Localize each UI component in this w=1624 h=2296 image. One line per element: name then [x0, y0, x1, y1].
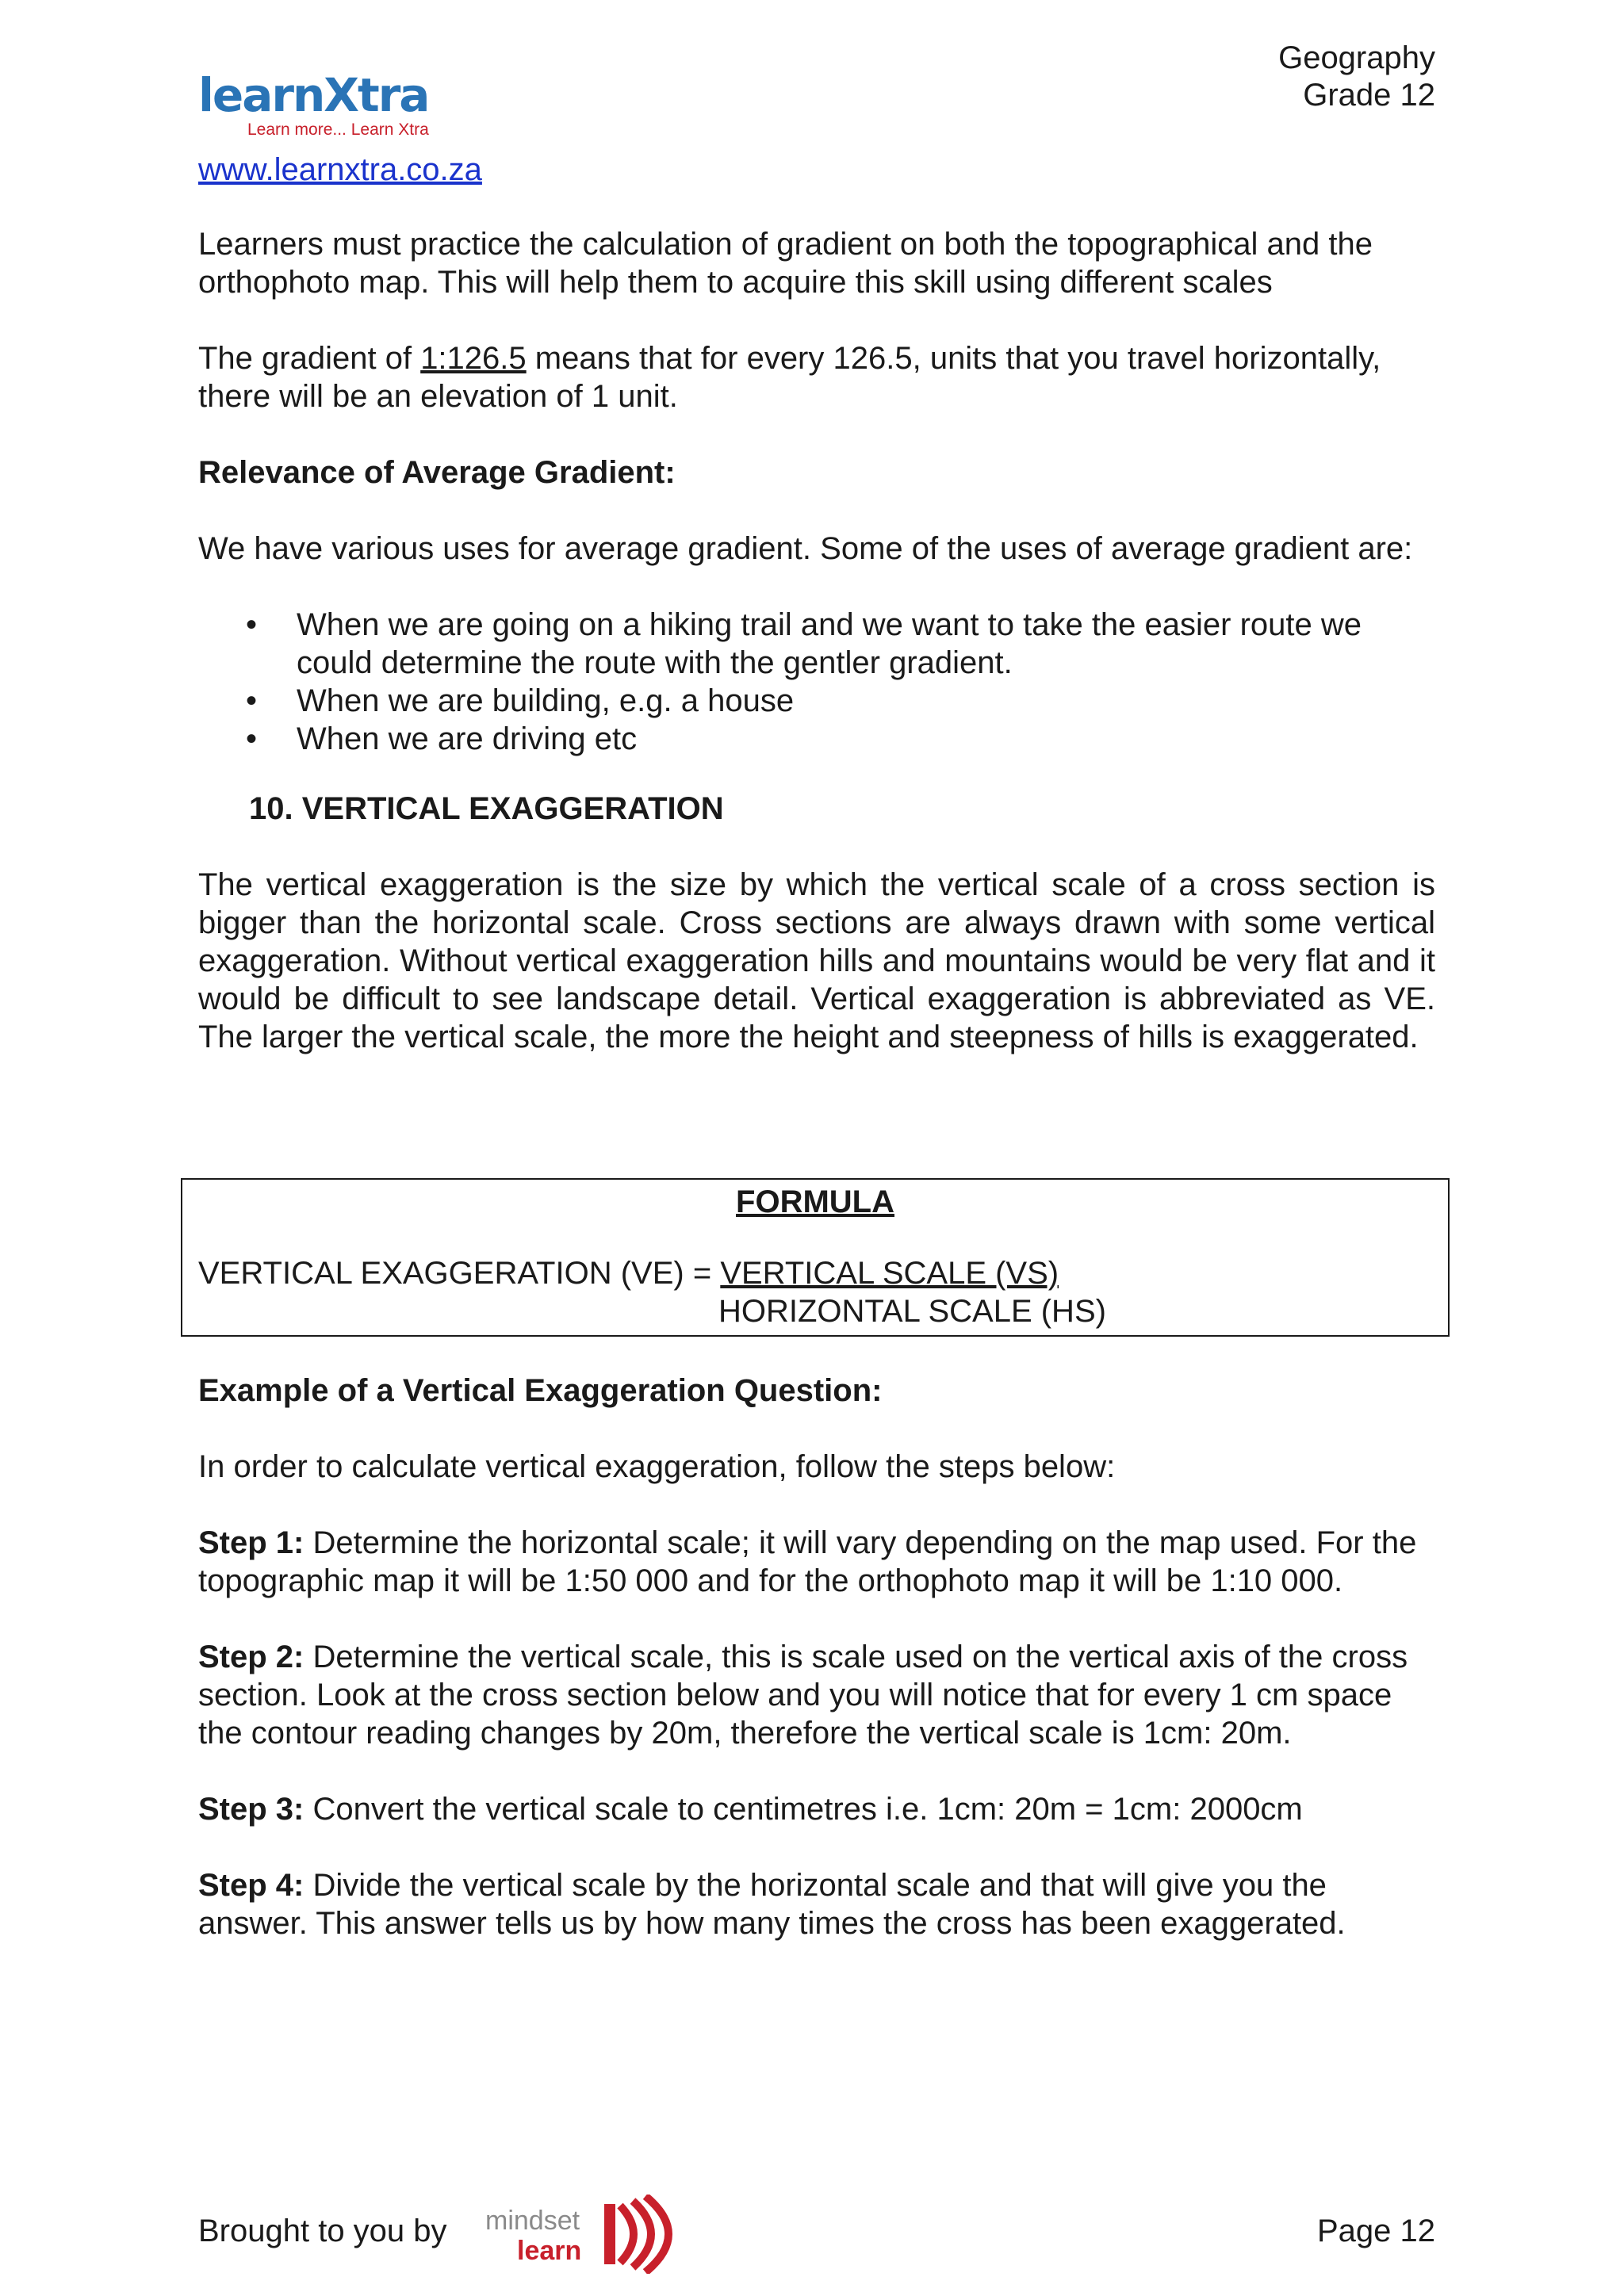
- learnxtra-logo: [198, 65, 468, 144]
- step-paragraph: [198, 1638, 1435, 1752]
- gradient-suffix: means that for every 126.5, units that you travel horizontally, there will be an elevation of 1 unit.: [198, 341, 1381, 414]
- formula-equation: [198, 1254, 1059, 1292]
- formula-lhs: VERTICAL EXAGGERATION (VE) =: [198, 1256, 721, 1291]
- step-text: Determine the vertical scale, this is scale used on the vertical axis of the cross section. Look at the cross section below and you will notice that for every 1 cm space the contour reading changes by 20m, therefore the vertical scale is 1cm: 20m.: [198, 1640, 1408, 1751]
- list-item: • When we are driving etc: [198, 720, 1435, 758]
- relevance-heading: Relevance of Average Gradient:: [198, 455, 676, 490]
- gradient-prefix: The gradient of: [198, 341, 421, 376]
- formula-denominator: HORIZONTAL SCALE (HS): [718, 1294, 1106, 1329]
- example-heading: Example of a Vertical Exaggeration Question:: [198, 1373, 883, 1408]
- example-section: [198, 1372, 1435, 1942]
- step-paragraph: [198, 1866, 1435, 1942]
- subject-label: Geography: [1278, 40, 1435, 75]
- list-item: • When we are going on a hiking trail and we want to take the easier route we could determine the route with the gentler gradient.: [198, 606, 1435, 682]
- brought-to-you-by: Brought to you by: [198, 2214, 447, 2248]
- step-label: Step 3:: [198, 1792, 304, 1827]
- header-subject-block: [1278, 40, 1435, 114]
- grade-label: Grade 12: [1303, 78, 1435, 113]
- vertical-exaggeration-paragraph: The vertical exaggeration is the size by which the vertical scale of a cross section is bigger than the horizontal scale. Cross sections are always drawn with some vertical exaggeration. Without vertical exaggeration hills and mountains would be very flat and it would be difficult to see landscape detail. Vertical exaggeration is abbreviated as VE. The larger the vertical scale, the more the height and steepness of hills is exaggerated.: [198, 867, 1435, 1054]
- gradient-ratio: 1:126.5: [420, 341, 527, 376]
- logo-tagline: Learn more... Learn Xtra: [247, 121, 429, 139]
- logo-wordmark: learnXtra: [198, 68, 429, 122]
- gradient-paragraph: [198, 339, 1435, 415]
- step-paragraph: [198, 1790, 1435, 1828]
- learnxtra-logo-image: [198, 65, 468, 144]
- step-text: Convert the vertical scale to centimetres i.e. 1cm: 20m = 1cm: 2000cm: [304, 1792, 1303, 1827]
- mindset-logo-image: [485, 2195, 676, 2274]
- uses-list: [198, 606, 1435, 758]
- step-text: Determine the horizontal scale; it will vary depending on the map used. For the topographic map it will be 1:50 000 and for the orthophoto map it will be 1:10 000.: [198, 1525, 1417, 1598]
- mindset-word: mindset: [485, 2206, 580, 2236]
- formula-numerator: VERTICAL SCALE (VS): [720, 1256, 1059, 1291]
- section-heading: 10. VERTICAL EXAGGERATION: [249, 791, 724, 826]
- formula-title-text: FORMULA: [736, 1184, 894, 1219]
- website-link[interactable]: www.learnxtra.co.za: [198, 152, 482, 187]
- step-label: Step 4:: [198, 1868, 304, 1903]
- step-text: Divide the vertical scale by the horizontal scale and that will give you the answer. This answer tells us by how many times the cross has been exaggerated.: [198, 1868, 1346, 1941]
- main-content: [198, 225, 1435, 1056]
- formula-title: [182, 1183, 1448, 1221]
- list-item: • When we are building, e.g. a house: [198, 682, 1435, 720]
- practice-paragraph: Learners must practice the calculation of gradient on both the topographical and the orthophoto map. This will help them to acquire this skill using different scales: [198, 227, 1373, 300]
- relevance-intro: We have various uses for average gradient. Some of the uses of average gradient are:: [198, 531, 1413, 566]
- page-number: Page 12: [1316, 2214, 1435, 2248]
- mindset-learn-logo: [485, 2195, 676, 2274]
- learn-word: learn: [517, 2236, 582, 2266]
- step-label: Step 2:: [198, 1640, 304, 1674]
- step-paragraph: [198, 1524, 1435, 1600]
- example-intro: In order to calculate vertical exaggeration, follow the steps below:: [198, 1449, 1116, 1484]
- step-label: Step 1:: [198, 1525, 304, 1560]
- formula-box: [181, 1178, 1450, 1337]
